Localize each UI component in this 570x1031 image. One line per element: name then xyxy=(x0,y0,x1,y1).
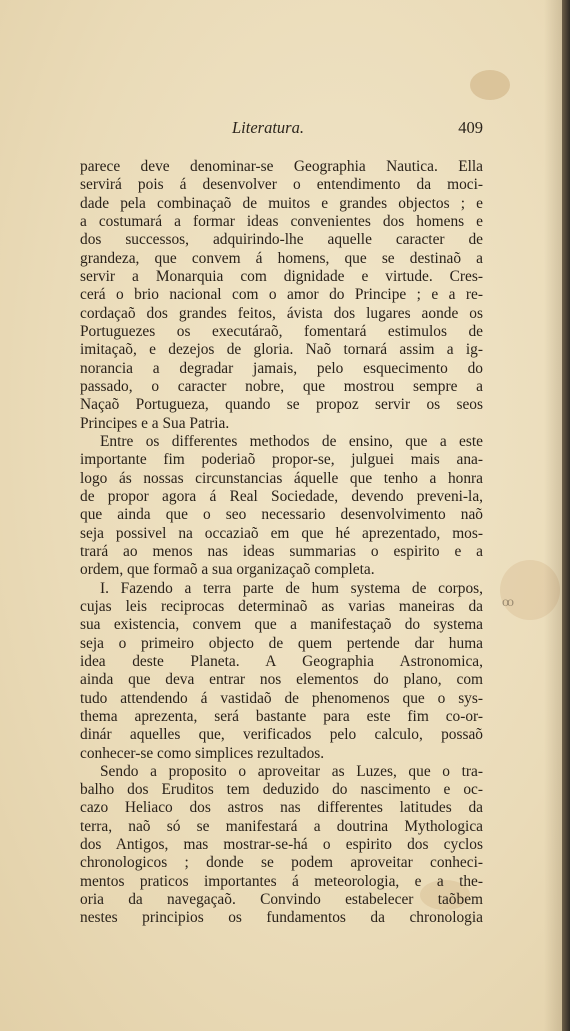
text-line: imitaçaõ, e dezejos de gloria. Naõ tornará assim a ig- xyxy=(80,341,483,359)
text-line: cujas leis reciprocas determinaõ as varias maneiras da xyxy=(80,597,483,615)
text-line: Entre os differentes methodos de ensino, que a este xyxy=(100,432,483,450)
text-line: dade pela combinaçaõ de muitos e grandes objectos ; e xyxy=(80,194,483,212)
foxing-spot xyxy=(470,70,510,100)
body-text xyxy=(80,158,483,928)
text-line: norancia a degradar jamais, pelo esquecimento do xyxy=(80,359,483,377)
text-line: tudo attendendo á vastidaõ de phenomenos que o sys- xyxy=(80,689,483,707)
text-line: mentos praticos importantes á meteorologia, e a the- xyxy=(80,872,483,890)
text-line: logo ás nossas circunstancias áquelle que tenho a honra xyxy=(80,469,483,487)
text-line: seja o primeiro objecto de quem pertende dar huma xyxy=(80,634,483,652)
text-line: grandeza, que convem á homens, que se destinaõ a xyxy=(80,249,483,267)
text-line: seja possivel na occaziaõ em que hé aprezentado, mos- xyxy=(80,524,483,542)
book-spine xyxy=(562,0,570,1031)
page-number: 409 xyxy=(458,118,483,137)
text-line: de propor agora á Real Sociedade, devendo preveni-la, xyxy=(80,487,483,505)
text-line: idea deste Planeta. A Geographia Astronomica, xyxy=(80,652,483,670)
text-line: cerá o brio nacional com o amor do Principe ; e a re- xyxy=(80,286,483,304)
text-line: parece deve denominar-se Geographia Nautica. Ella xyxy=(80,158,483,175)
text-line: trará ao menos nas ideas summarias o espirito e a xyxy=(80,542,483,560)
text-line: dos successos, adquirindo-lhe aquelle caracter de xyxy=(80,231,483,249)
running-head: Literatura. xyxy=(232,118,304,137)
text-line: a costumará a formar ideas convenientes dos homens e xyxy=(80,212,483,230)
text-line: importante fim poderiaõ propor-se, julguei mais ana- xyxy=(80,451,483,469)
text-line: Naçaõ Portugueza, quando se propoz servir os seos xyxy=(80,396,483,414)
text-line: I. Fazendo a terra parte de hum systema de corpos, xyxy=(100,579,483,597)
text-line: balho dos Eruditos tem deduzido do nascimento e oc- xyxy=(80,781,483,799)
text-line: chronologicos ; donde se podem aproveitar conheci- xyxy=(80,854,483,872)
text-line: thema aprezenta, será bastante para este fim co-or- xyxy=(80,707,483,725)
text-line: servir a Monarquia com dignidade e virtude. Cres- xyxy=(80,267,483,285)
text-line: ainda que deva entrar nos elementos do plano, com xyxy=(80,671,483,689)
text-line: oria da navegaçaõ. Convindo estabelecer taõbem xyxy=(80,891,483,909)
text-line: Portuguezes os executáraõ, fomentará estimulos de xyxy=(80,322,483,340)
text-line: ordem, que formaõ a sua organizaçaõ completa. xyxy=(80,561,375,579)
text-line: que ainda que o seo necessario desenvolvimento naõ xyxy=(80,506,483,524)
text-line: cazo Heliaco dos astros nas differentes latitudes da xyxy=(80,799,483,817)
page-header xyxy=(80,118,483,142)
text-line: terra, naõ só se manifestará a doutrina Mythologica xyxy=(80,817,483,835)
text-line: dos Antigos, mas mostrar-se-há o espirito dos cyclos xyxy=(80,836,483,854)
text-line: dinár aquelles que, verificados pelo calculo, possaõ xyxy=(80,726,483,744)
text-line: Principes e a Sua Patria. xyxy=(80,414,230,432)
text-line: cordaçaõ dos grandes feitos, ávista dos lugares aonde os xyxy=(80,304,483,322)
margin-mark: oo xyxy=(502,595,512,610)
text-line: servirá pois á desenvolver o entendimento da moci- xyxy=(80,176,483,194)
page-edge-shadow xyxy=(544,0,562,1031)
text-line: Sendo a proposito o aproveitar as Luzes, que o tra- xyxy=(100,762,483,780)
text-line: conhecer-se como simplices rezultados. xyxy=(80,744,325,762)
text-line: passado, o caracter nobre, que mostrou sempre a xyxy=(80,377,483,395)
text-line: nestes principios os fundamentos da chronologia xyxy=(80,909,483,927)
text-line: sua existencia, convem que a manifestaçaõ do systema xyxy=(80,616,483,634)
